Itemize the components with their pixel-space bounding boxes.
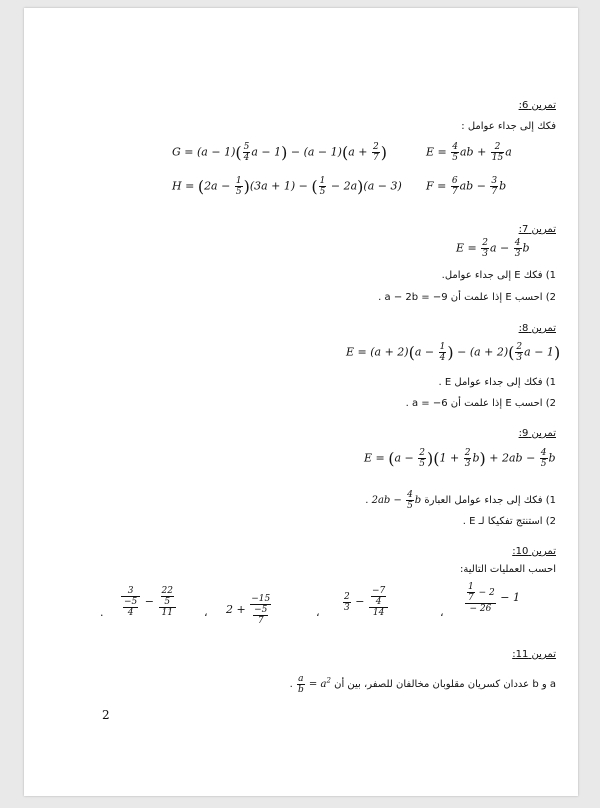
separator-3: ، — [204, 606, 208, 619]
expression-e6: E = $\frac{4}{5}$ ab + $\frac{2}{15}$ a — [426, 142, 512, 163]
separator-2: ، — [316, 606, 320, 619]
exercise-6-instruction: فكك إلى جداء عوامل : — [461, 121, 556, 132]
page-number: 2 — [102, 708, 110, 722]
expression-h: H = (2a − $\frac{1}{5}$ )(3a + 1) − ( $\frac{1}{5}$ − 2a)(a − 3) — [172, 176, 402, 197]
exercise-10-title: تمرين 10: — [512, 546, 556, 557]
exercise-7-title: تمرين 7: — [518, 224, 556, 235]
exercise-7-question-2: 2) احسب E إذا علمت أن a − 2b = −9 . — [378, 292, 556, 303]
exercise-6-title: تمرين 6: — [518, 100, 556, 111]
exercise-8-title: تمرين 8: — [518, 323, 556, 334]
exercise-8-question-2: 2) احسب E إذا علمت أن a = −6 . — [405, 398, 556, 409]
exercise-8-question-1: 1) فكك إلى جداء عوامل E . — [438, 377, 556, 388]
operation-4: $\frac{3}{\frac{-5}{4}}$ − $\frac{\frac{22}{5}}{11}$ — [120, 586, 177, 618]
exercise-9-title: تمرين 9: — [518, 428, 556, 439]
operation-3: 2 + $\frac{-15}{\frac{-5}{7}}$ — [226, 594, 271, 626]
expression-9-part: 2ab − $\frac{4}{5}$ b — [371, 490, 422, 511]
exercise-10-instruction: احسب العمليات التالية: — [460, 564, 556, 575]
exercise-7-question-1: 1) فكك E إلى جداء عوامل. — [441, 270, 556, 281]
separator-1: ، — [440, 606, 444, 619]
expression-e8: E = (a + 2)(a − $\frac{1}{4}$ ) − (a + 2)( $\frac{2}{3}$ a − 1) — [346, 342, 561, 363]
operation-2: $\frac{2}{3}$ − $\frac{\frac{-7}{4}}{14}$ — [342, 586, 389, 618]
exercise-11-text: a و b عددان كسريان مقلوبان مخالفان للصفر، بين أن $\frac{a}{b}$ = $a^2$ . — [289, 674, 556, 695]
expression-f: F = $\frac{6}{7}$ ab − $\frac{3}{7}$ b — [426, 176, 507, 197]
expression-11: $\frac{a}{b}$ = $a^2$ — [297, 674, 331, 695]
exercise-9-question-2: 2) استنتج تفكيكا لـ E . — [462, 516, 556, 527]
expression-g: G = (a − 1)( $\frac{5}{4}$ a − 1) − (a − 1)(a + $\frac{2}{7}$ ) — [172, 142, 387, 163]
expression-e7: E = $\frac{2}{3}$ a − $\frac{4}{3}$ b — [456, 238, 530, 259]
exercise-11-title: تمرين 11: — [512, 649, 556, 660]
operation-1: $\frac{1}{7}$ − 2 − 26 − 1 — [464, 582, 520, 614]
separator-4: . — [100, 606, 104, 619]
document-page — [24, 8, 578, 796]
expression-e9: E = (a − $\frac{2}{5}$ )(1 + $\frac{2}{3}$ b) + 2ab − $\frac{4}{5}$ b — [364, 448, 556, 469]
exercise-9-question-1: 1) فكك إلى جداء عوامل العبارة 2ab − $\frac{4}{5}$ b . — [365, 490, 556, 511]
